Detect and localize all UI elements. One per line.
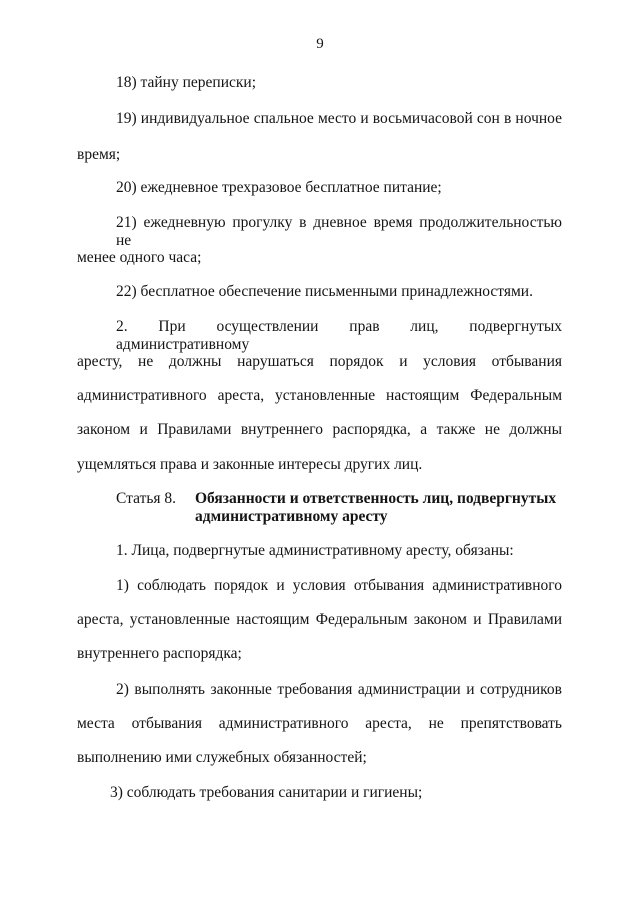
list-item-21: 21) ежедневную прогулку в дневное время продолжительностью не — [116, 214, 562, 249]
list-item-19: 19) индивидуальное спальное место и восьмичасовой сон в ночное — [116, 110, 562, 127]
duty-2: 2) выполнять законные требования администрации и сотрудников — [116, 681, 562, 698]
article-title-line-1: Обязанности и ответственность лиц, подвергнутых — [195, 490, 557, 507]
paragraph-2-line-4: законом и Правилами внутреннего распорядка, а также не должны — [77, 421, 562, 438]
list-item-19-cont: время; — [77, 146, 121, 163]
duty-1: 1) соблюдать порядок и условия отбывания административного — [116, 577, 562, 594]
page-number: 9 — [316, 36, 324, 52]
list-item-20: 20) ежедневное трехразовое бесплатное питание; — [116, 179, 442, 196]
paragraph-2-line-2: аресту, не должны нарушаться порядок и условия отбывания — [77, 353, 562, 370]
article-label: Статья 8. — [116, 490, 177, 507]
list-item-18: 18) тайну переписки; — [116, 74, 256, 91]
duty-1-line-2: ареста, установленные настоящим Федеральным законом и Правилами — [77, 611, 562, 628]
paragraph-2-line-1: 2. При осуществлении прав лиц, подвергнутых административному — [116, 318, 562, 353]
list-item-22: 22) бесплатное обеспечение письменными принадлежностями. — [116, 283, 533, 300]
duty-2-line-2: места отбывания административного ареста, не препятствовать — [77, 715, 562, 732]
duty-3: 3) соблюдать требования санитарии и гигиены; — [110, 784, 423, 801]
duty-2-line-3: выполнению ими служебных обязанностей; — [77, 749, 367, 766]
list-item-21-cont: менее одного часа; — [77, 249, 202, 266]
duty-1-line-3: внутреннего распорядка; — [77, 645, 242, 662]
paragraph-2-line-5: ущемляться права и законные интересы других лиц. — [77, 456, 423, 473]
duties-intro: 1. Лица, подвергнутые административному аресту, обязаны: — [116, 542, 514, 559]
article-title-line-2: административному аресту — [195, 508, 388, 525]
paragraph-2-line-3: административного ареста, установленные настоящим Федеральным — [77, 387, 562, 404]
